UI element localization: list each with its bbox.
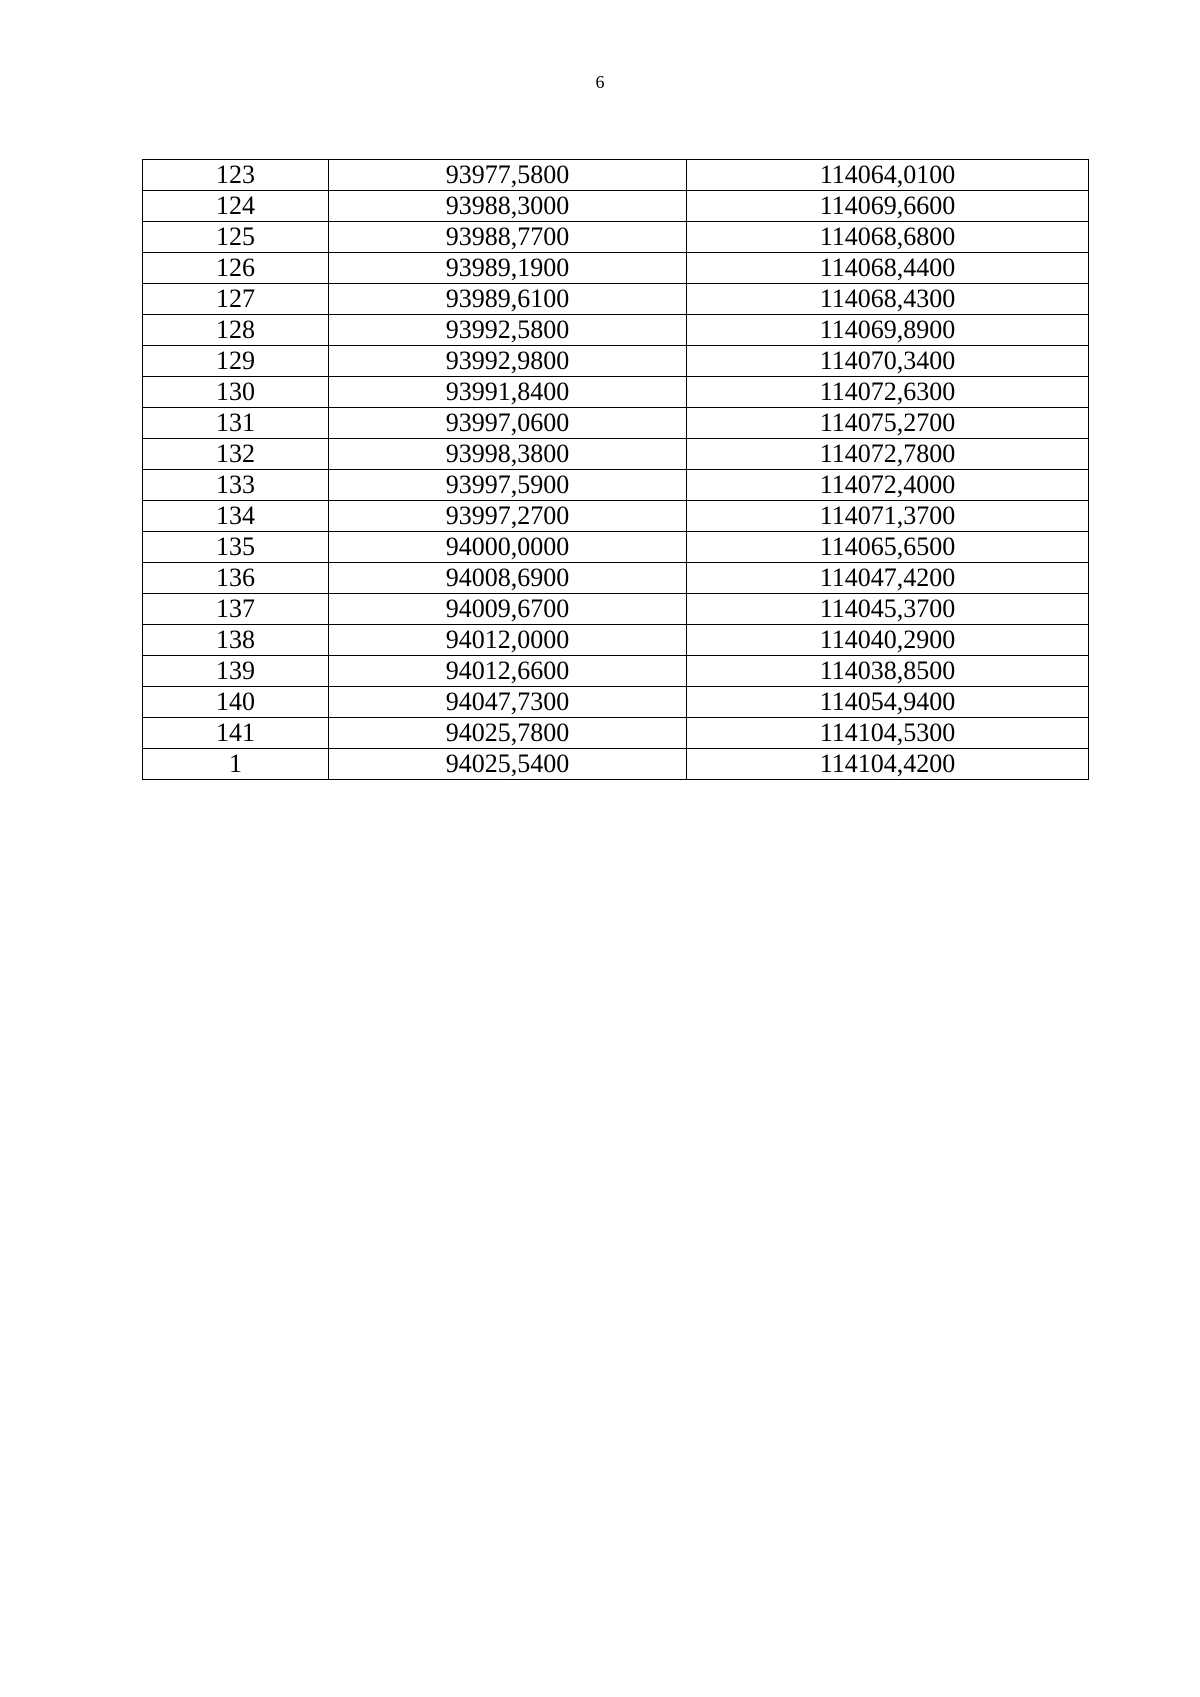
point-number-cell: 128 (143, 315, 329, 346)
y-coordinate-cell: 114045,3700 (687, 594, 1089, 625)
table-row (143, 160, 1089, 191)
y-coordinate-cell: 114068,6800 (687, 222, 1089, 253)
x-coordinate-cell: 93997,2700 (329, 501, 687, 532)
point-number-cell: 123 (143, 160, 329, 191)
x-coordinate-cell: 93992,9800 (329, 346, 687, 377)
point-number-cell: 134 (143, 501, 329, 532)
y-coordinate-cell: 114068,4400 (687, 253, 1089, 284)
table-row (143, 470, 1089, 501)
y-coordinate-cell: 114038,8500 (687, 656, 1089, 687)
x-coordinate-cell: 93998,3800 (329, 439, 687, 470)
y-coordinate-cell: 114064,0100 (687, 160, 1089, 191)
point-number-cell: 129 (143, 346, 329, 377)
y-coordinate-cell: 114104,4200 (687, 749, 1089, 780)
y-coordinate-cell: 114071,3700 (687, 501, 1089, 532)
y-coordinate-cell: 114069,6600 (687, 191, 1089, 222)
table-row (143, 625, 1089, 656)
table-row (143, 439, 1089, 470)
y-coordinate-cell: 114054,9400 (687, 687, 1089, 718)
table-row (143, 718, 1089, 749)
table-row (143, 253, 1089, 284)
y-coordinate-cell: 114040,2900 (687, 625, 1089, 656)
table-row (143, 408, 1089, 439)
x-coordinate-cell: 94025,5400 (329, 749, 687, 780)
x-coordinate-cell: 94008,6900 (329, 563, 687, 594)
y-coordinate-cell: 114072,6300 (687, 377, 1089, 408)
x-coordinate-cell: 93988,3000 (329, 191, 687, 222)
point-number-cell: 135 (143, 532, 329, 563)
point-number-cell: 139 (143, 656, 329, 687)
x-coordinate-cell: 94012,6600 (329, 656, 687, 687)
table-row (143, 749, 1089, 780)
y-coordinate-cell: 114072,7800 (687, 439, 1089, 470)
point-number-cell: 140 (143, 687, 329, 718)
x-coordinate-cell: 93989,6100 (329, 284, 687, 315)
x-coordinate-cell: 94025,7800 (329, 718, 687, 749)
y-coordinate-cell: 114070,3400 (687, 346, 1089, 377)
point-number-cell: 1 (143, 749, 329, 780)
x-coordinate-cell: 93997,5900 (329, 470, 687, 501)
point-number-cell: 133 (143, 470, 329, 501)
x-coordinate-cell: 93997,0600 (329, 408, 687, 439)
table-row (143, 191, 1089, 222)
table-row (143, 563, 1089, 594)
table-row (143, 532, 1089, 563)
table-row (143, 377, 1089, 408)
table-row (143, 501, 1089, 532)
y-coordinate-cell: 114072,4000 (687, 470, 1089, 501)
point-number-cell: 125 (143, 222, 329, 253)
x-coordinate-cell: 94047,7300 (329, 687, 687, 718)
x-coordinate-cell: 94000,0000 (329, 532, 687, 563)
table-row (143, 656, 1089, 687)
table-row (143, 284, 1089, 315)
x-coordinate-cell: 93988,7700 (329, 222, 687, 253)
table-row (143, 315, 1089, 346)
x-coordinate-cell: 94009,6700 (329, 594, 687, 625)
table-row (143, 222, 1089, 253)
coordinates-table (142, 159, 1089, 780)
y-coordinate-cell: 114068,4300 (687, 284, 1089, 315)
coordinates-table-body (143, 160, 1089, 780)
point-number-cell: 127 (143, 284, 329, 315)
point-number-cell: 132 (143, 439, 329, 470)
point-number-cell: 141 (143, 718, 329, 749)
y-coordinate-cell: 114047,4200 (687, 563, 1089, 594)
y-coordinate-cell: 114069,8900 (687, 315, 1089, 346)
point-number-cell: 136 (143, 563, 329, 594)
y-coordinate-cell: 114065,6500 (687, 532, 1089, 563)
point-number-cell: 124 (143, 191, 329, 222)
table-row (143, 687, 1089, 718)
point-number-cell: 138 (143, 625, 329, 656)
point-number-cell: 137 (143, 594, 329, 625)
x-coordinate-cell: 93992,5800 (329, 315, 687, 346)
point-number-cell: 131 (143, 408, 329, 439)
point-number-cell: 126 (143, 253, 329, 284)
y-coordinate-cell: 114104,5300 (687, 718, 1089, 749)
x-coordinate-cell: 93977,5800 (329, 160, 687, 191)
x-coordinate-cell: 93989,1900 (329, 253, 687, 284)
x-coordinate-cell: 93991,8400 (329, 377, 687, 408)
y-coordinate-cell: 114075,2700 (687, 408, 1089, 439)
x-coordinate-cell: 94012,0000 (329, 625, 687, 656)
table-row (143, 594, 1089, 625)
point-number-cell: 130 (143, 377, 329, 408)
page-number: 6 (595, 72, 605, 92)
table-row (143, 346, 1089, 377)
